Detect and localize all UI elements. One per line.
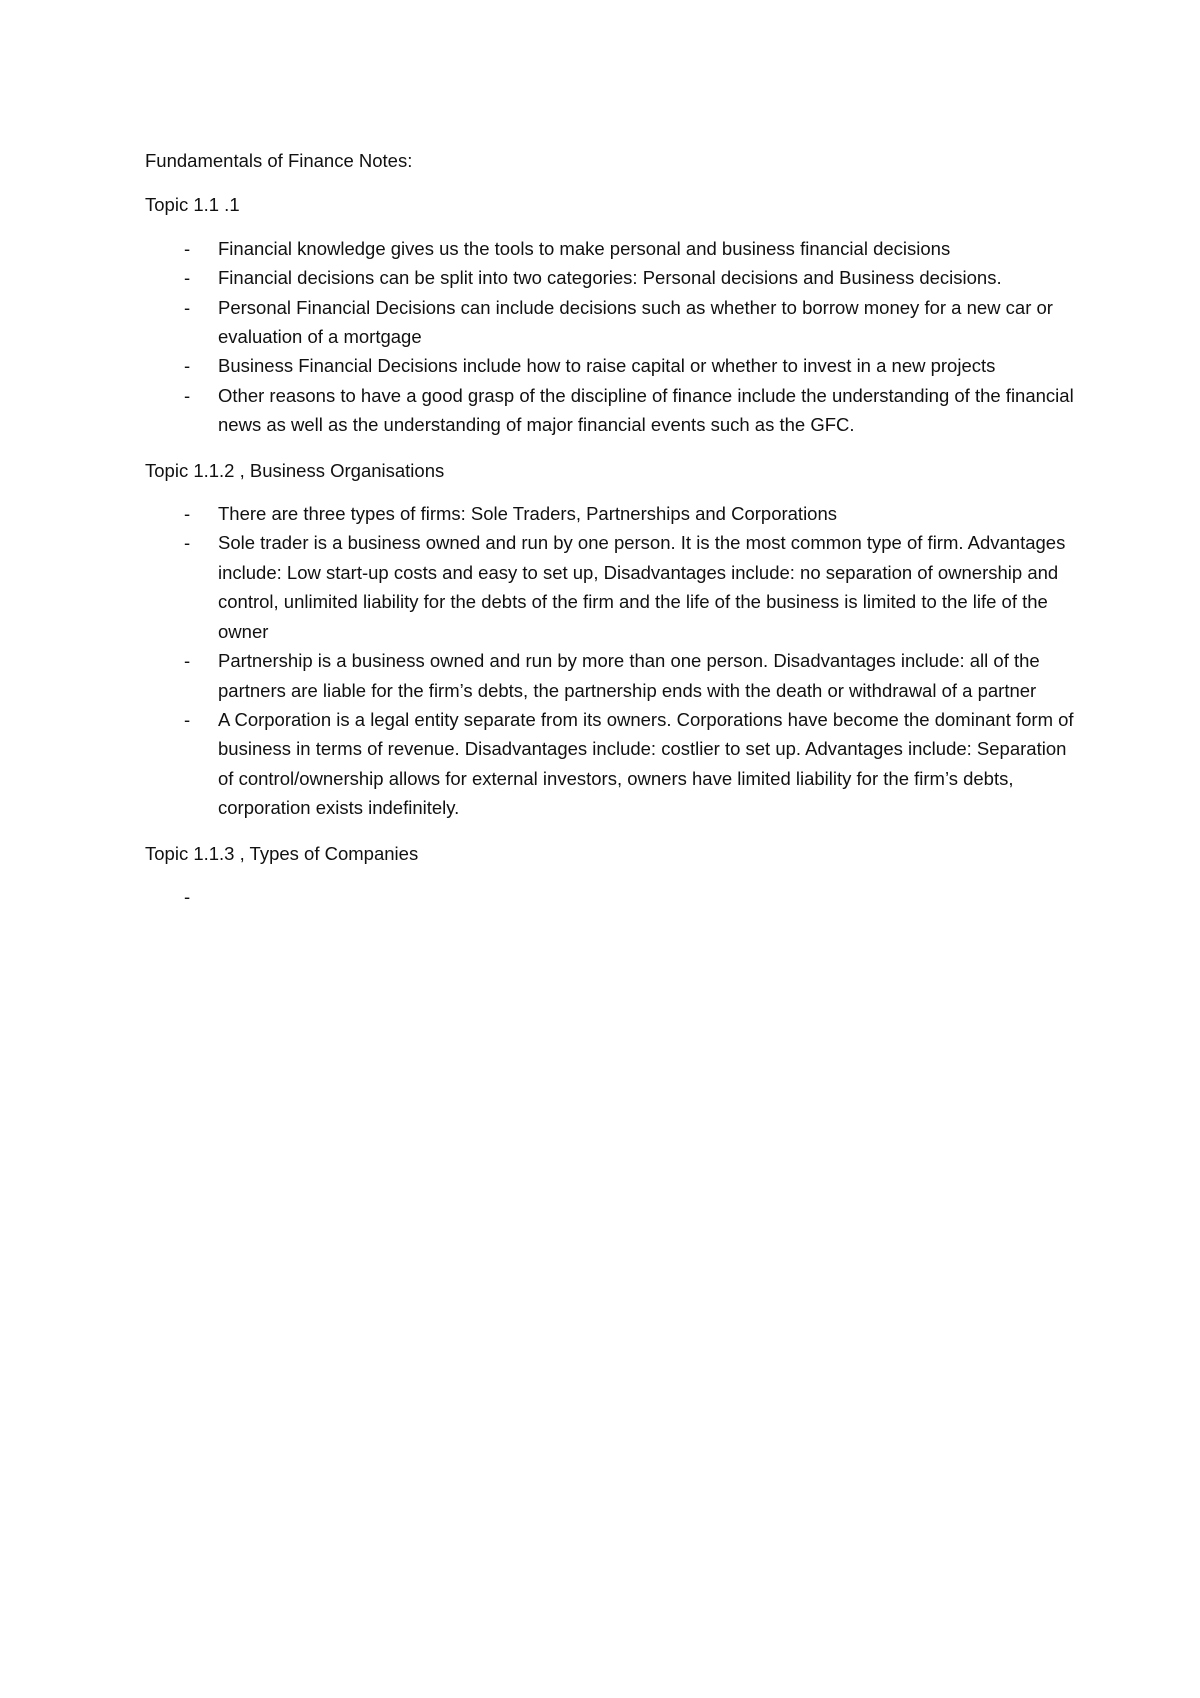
list-item-text: Personal Financial Decisions can include decisions such as whether to borrow money for a new car or evaluation of a mortgage: [218, 296, 1053, 348]
list-item-text: There are three types of firms: Sole Traders, Partnerships and Corporations: [218, 503, 838, 525]
bullet-dash: -: [184, 384, 191, 406]
section-heading: Topic 1.1 .1: [145, 194, 240, 216]
list-item: [145, 293, 1075, 352]
bullet-dash: -: [184, 708, 191, 730]
list-item: [145, 882, 1075, 911]
bullet-list: [145, 234, 1075, 440]
list-item: [145, 646, 1075, 705]
document-title: Fundamentals of Finance Notes:: [145, 150, 413, 171]
list-item: [145, 528, 1075, 646]
bullet-list: [145, 882, 1075, 911]
list-item: [145, 351, 1075, 380]
list-item: [145, 381, 1075, 440]
bullet-dash: -: [184, 650, 191, 672]
list-item-text: Partnership is a business owned and run by more than one person. Disadvantages include: all of the partners are liable for the firm’s debts, the partnership ends with the death or withdrawal of a partner: [218, 650, 1040, 701]
section-heading: Topic 1.1.2 , Business Organisations: [145, 459, 445, 481]
list-item: [145, 234, 1075, 263]
bullet-dash: -: [184, 503, 191, 525]
bullet-dash: -: [184, 355, 191, 377]
list-item-text: A Corporation is a legal entity separate from its owners. Corporations have become the dominant form of business in terms of revenue. Disadvantages include: costlier to set up. Advantages include: Separation of control/ownership allows for external investors, owners have limited liability for the firm’s debts, corporation exists indefinitely.: [218, 708, 1074, 819]
list-item-text: Financial knowledge gives us the tools to make personal and business financial decisions: [218, 237, 951, 259]
list-item: [145, 499, 1075, 528]
list-item: [145, 705, 1075, 823]
bullet-dash: -: [184, 532, 191, 554]
list-item-text: Business Financial Decisions include how to raise capital or whether to invest in a new projects: [218, 355, 996, 377]
list-item-text: Financial decisions can be split into two categories: Personal decisions and Business decisions.: [218, 267, 1002, 289]
section-heading: Topic 1.1.3 , Types of Companies: [145, 842, 419, 864]
bullet-dash: -: [184, 885, 191, 907]
document-body: [145, 146, 1075, 927]
list-item: [145, 263, 1075, 292]
list-item-text: Other reasons to have a good grasp of the discipline of finance include the understanding of the financial news as well as the understanding of major financial events such as the GFC.: [218, 384, 1074, 436]
list-item-text: Sole trader is a business owned and run by one person. It is the most common type of firm. Advantages include: Low start-up costs and easy to set up, Disadvantages include: no separation of ownership and control, unlimited liability for the debts of the firm and the life of the business is limited to the life of the owner: [218, 532, 1066, 642]
bullet-dash: -: [184, 267, 191, 289]
bullet-dash: -: [184, 237, 191, 259]
bullet-list: [145, 499, 1075, 822]
bullet-dash: -: [184, 296, 191, 318]
